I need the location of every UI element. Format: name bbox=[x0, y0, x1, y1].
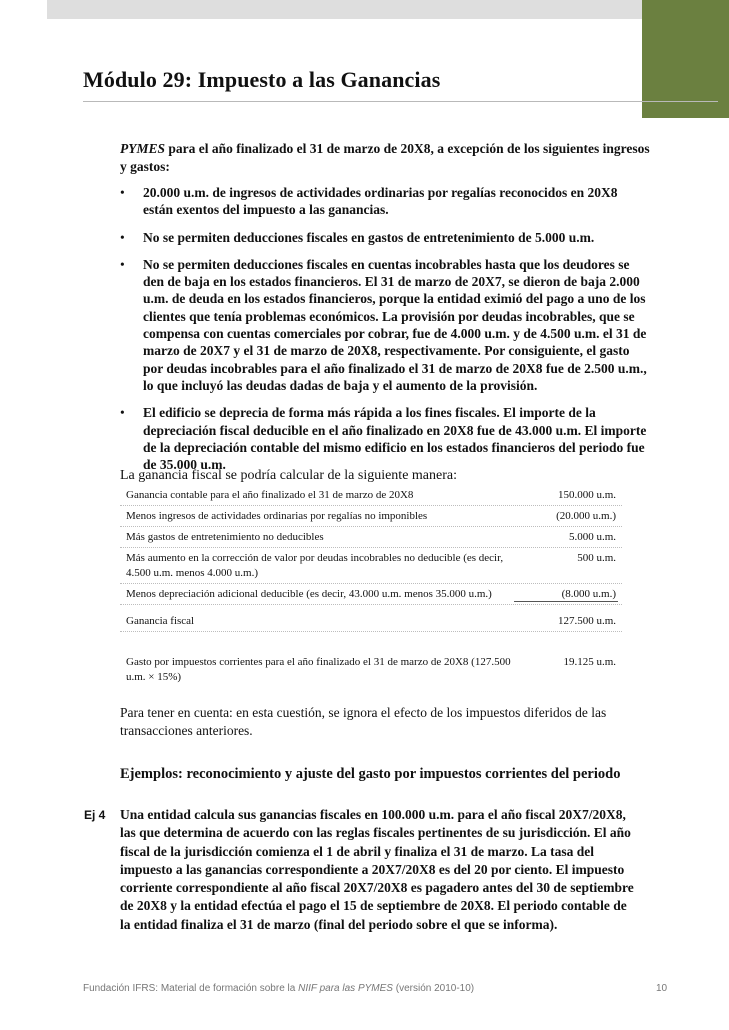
bullet-icon: • bbox=[120, 185, 125, 200]
bullet-icon: • bbox=[120, 256, 125, 272]
list-item bbox=[120, 404, 650, 473]
table-row bbox=[120, 548, 622, 584]
bullet-text: No se permiten deducciones fiscales en cuentas incobrables hasta que los deudores se den de baja en los estados financieros. El 31 de marzo de 20X7, se dieron de baja 2.000 u.m. de deuda en los estados financieros, porque la entidad eximió del pago a uno de los clientes que tenía problemas económicos. La provisión por deudas incobrables, que se compensa con cuentas comerciales por cobrar, fue de 4.000 u.m. y de 4.500 u.m. el 31 de marzo de 20X7 y el 31 de marzo de 20X8, respectivamente. Por consiguiente, el gasto por deudas incobrables para el año finalizado el 31 de marzo de 20X8 fue de 2.500 u.m., lo que incluyó las deudas dadas de baja y el aumento de la provisión. bbox=[143, 256, 647, 393]
row-value: 19.125 u.m. bbox=[563, 656, 616, 668]
bullet-icon: • bbox=[120, 405, 125, 421]
row-label: Ganancia contable para el año finalizado el 31 de marzo de 20X8 bbox=[126, 489, 414, 501]
example-label: Ej 4 bbox=[84, 808, 106, 822]
table-row-tax bbox=[120, 652, 622, 687]
total-underline bbox=[514, 601, 618, 602]
intro-text: para el año finalizado el 31 de marzo de 20X8, a excepción de los siguientes ingresos y gastos: bbox=[120, 141, 650, 174]
table-row bbox=[120, 527, 622, 548]
row-value: 500 u.m. bbox=[577, 552, 616, 564]
title-divider bbox=[83, 101, 718, 102]
list-item bbox=[120, 256, 650, 394]
intro-italic: PYMES bbox=[120, 141, 166, 156]
table-row-total bbox=[120, 611, 622, 632]
page-footer bbox=[83, 983, 474, 994]
list-item bbox=[120, 184, 650, 219]
footer-italic: NIIF para las PYMES bbox=[298, 983, 393, 994]
bullet-text: No se permiten deducciones fiscales en gastos de entretenimiento de 5.000 u.m. bbox=[143, 229, 595, 245]
header-band bbox=[47, 0, 642, 19]
calculation-table bbox=[120, 485, 622, 687]
row-value: (20.000 u.m.) bbox=[556, 510, 616, 522]
table-row bbox=[120, 506, 622, 527]
row-value: 150.000 u.m. bbox=[557, 489, 616, 501]
row-label: Gasto por impuestos corrientes para el año finalizado el 31 de marzo de 20X8 (127.500 u.m. × 15%) bbox=[126, 656, 511, 683]
footer-prefix: Fundación IFRS: Material de formación sobre la bbox=[83, 983, 299, 994]
row-label: Más gastos de entretenimiento no deducibles bbox=[126, 531, 324, 543]
row-value: 127.500 u.m. bbox=[557, 615, 616, 627]
row-label: Más aumento en la corrección de valor por deudas incobrables no deducible (es decir, 4.500 u.m. menos 4.000 u.m.) bbox=[126, 552, 504, 579]
intro-paragraph bbox=[120, 140, 650, 176]
table-row bbox=[120, 485, 622, 506]
page-title: Módulo 29: Impuesto a las Ganancias bbox=[83, 67, 441, 92]
footer-suffix: (versión 2010-10) bbox=[392, 983, 475, 994]
section-subheading: Ejemplos: reconocimiento y ajuste del gasto por impuestos corrientes del periodo bbox=[120, 766, 621, 782]
row-label: Ganancia fiscal bbox=[126, 615, 195, 627]
bullet-icon: • bbox=[120, 229, 125, 245]
row-label: Menos depreciación adicional deducible (es decir, 43.000 u.m. menos 35.000 u.m.) bbox=[126, 588, 492, 600]
bullet-text: 20.000 u.m. de ingresos de actividades ordinarias por regalías reconocidos en 20X8 están exentos del impuesto a las ganancias. bbox=[143, 185, 618, 218]
page-number: 10 bbox=[656, 983, 668, 994]
bullet-text: El edificio se deprecia de forma más rápida a los fines fiscales. El importe de la depreciación fiscal deducible en el año finalizado en 20X8 fue de 43.000 u.m. El importe de la depreciación contable del mismo edificio en los estados financieros del periodo fue de 35.000 u.m. bbox=[143, 405, 647, 473]
calculation-intro: La ganancia fiscal se podría calcular de la siguiente manera: bbox=[120, 468, 457, 483]
row-value: (8.000 u.m.) bbox=[561, 588, 616, 600]
row-value: 5.000 u.m. bbox=[568, 531, 616, 543]
example-text: Una entidad calcula sus ganancias fiscales en 100.000 u.m. para el año fiscal 20X7/20X8, las que determina de acuerdo con las reglas fiscales pertinentes de su jurisdicción. El año fiscal de la jurisdicción comienza el 1 de abril y finaliza el 31 de marzo. La tasa del impuesto a las ganancias correspondiente a 20X7/20X8 es del 20 por ciento. El impuesto corriente correspondiente al año fiscal 20X7/20X8 es pagadero antes del 30 de septiembre de 20X8 y la entidad efectúa el pago el 15 de septiembre de 20X8. El periodo contable de la entidad finaliza el 31 de marzo (final del periodo sobre el que se informa). bbox=[120, 807, 634, 932]
bullet-list bbox=[120, 184, 650, 483]
note-paragraph: Para tener en cuenta: en esta cuestión, se ignora el efecto de los impuestos diferidos de las transacciones anteriores. bbox=[120, 705, 607, 738]
list-item bbox=[120, 229, 650, 246]
row-label: Menos ingresos de actividades ordinarias por regalías no imponibles bbox=[126, 510, 428, 522]
